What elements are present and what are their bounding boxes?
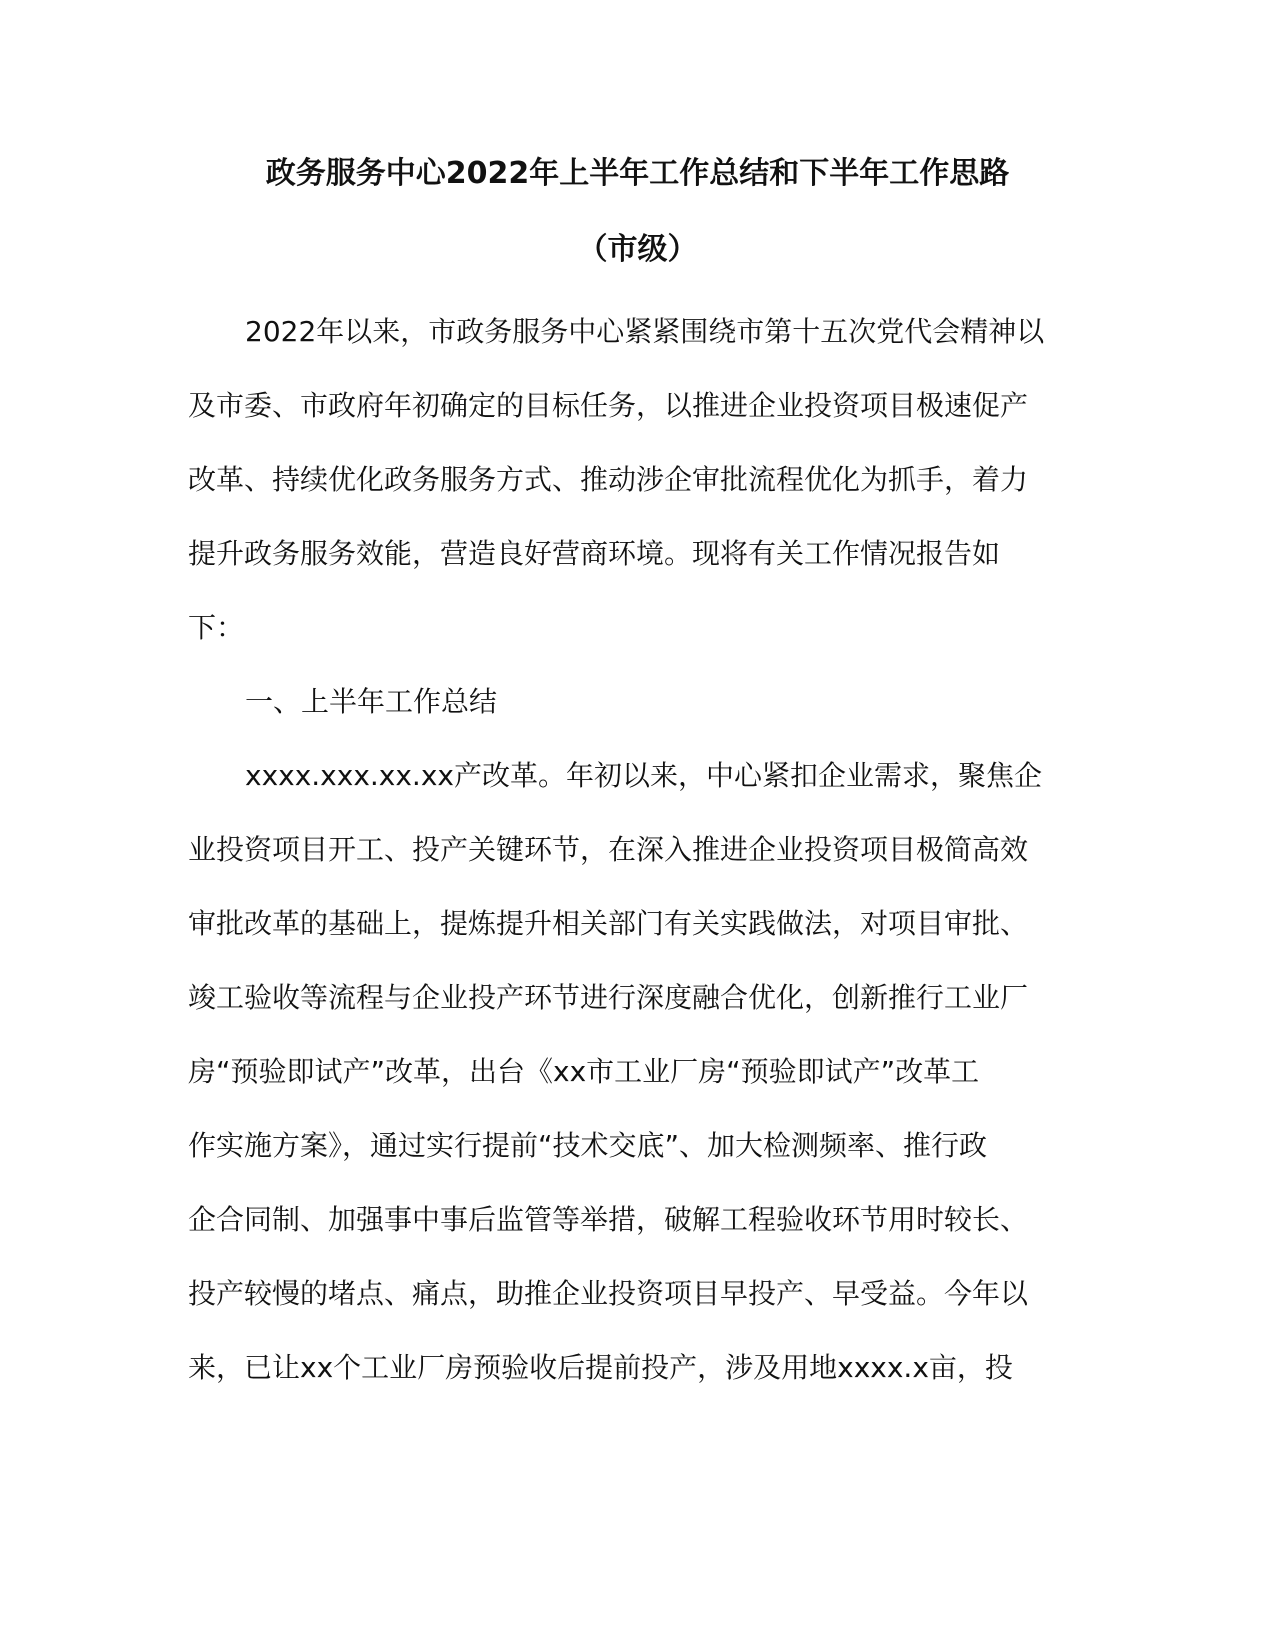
paragraph-line: 业投资项目开工、投产关键环节，在深入推进企业投资项目极简高效	[188, 833, 1029, 866]
paragraph-line: 下：	[188, 611, 245, 644]
paragraph-line: 来，已让xx个工业厂房预验收后提前投产，涉及用地xxxx.x亩，投	[188, 1351, 1013, 1384]
paragraph-line: xxxx.xxx.xx.xx产改革。年初以来，中心紧扣企业需求，聚焦企	[245, 759, 1042, 792]
paragraph-line: 改革、持续优化政务服务方式、推动涉企审批流程优化为抓手，着力	[188, 463, 1029, 496]
paragraph-line: 企合同制、加强事中事后监管等举措，破解工程验收环节用时较长、	[188, 1203, 1029, 1236]
paragraph-line: 2022年以来，市政务服务中心紧紧围绕市第十五次党代会精神以	[245, 315, 1045, 348]
document-title: 政务服务中心2022年上半年工作总结和下半年工作思路	[265, 156, 1010, 191]
paragraph-line: 竣工验收等流程与企业投产环节进行深度融合优化，创新推行工业厂	[188, 981, 1029, 1014]
document-subtitle: （市级）	[577, 232, 698, 267]
paragraph-line: 房“预验即试产”改革，出台《xx市工业厂房“预验即试产”改革工	[188, 1055, 980, 1088]
paragraph-line: 投产较慢的堵点、痛点，助推企业投资项目早投产、早受益。今年以	[188, 1277, 1029, 1310]
paragraph-line: 提升政务服务效能，营造良好营商环境。现将有关工作情况报告如	[188, 537, 1001, 570]
paragraph-line: 作实施方案》，通过实行提前“技术交底”、加大检测频率、推行政	[188, 1129, 988, 1162]
paragraph-line: 及市委、市政府年初确定的目标任务，以推进企业投资项目极速促产	[188, 389, 1029, 422]
section-heading: 一、上半年工作总结	[245, 685, 498, 718]
paragraph-line: 审批改革的基础上，提炼提升相关部门有关实践做法，对项目审批、	[188, 907, 1029, 940]
